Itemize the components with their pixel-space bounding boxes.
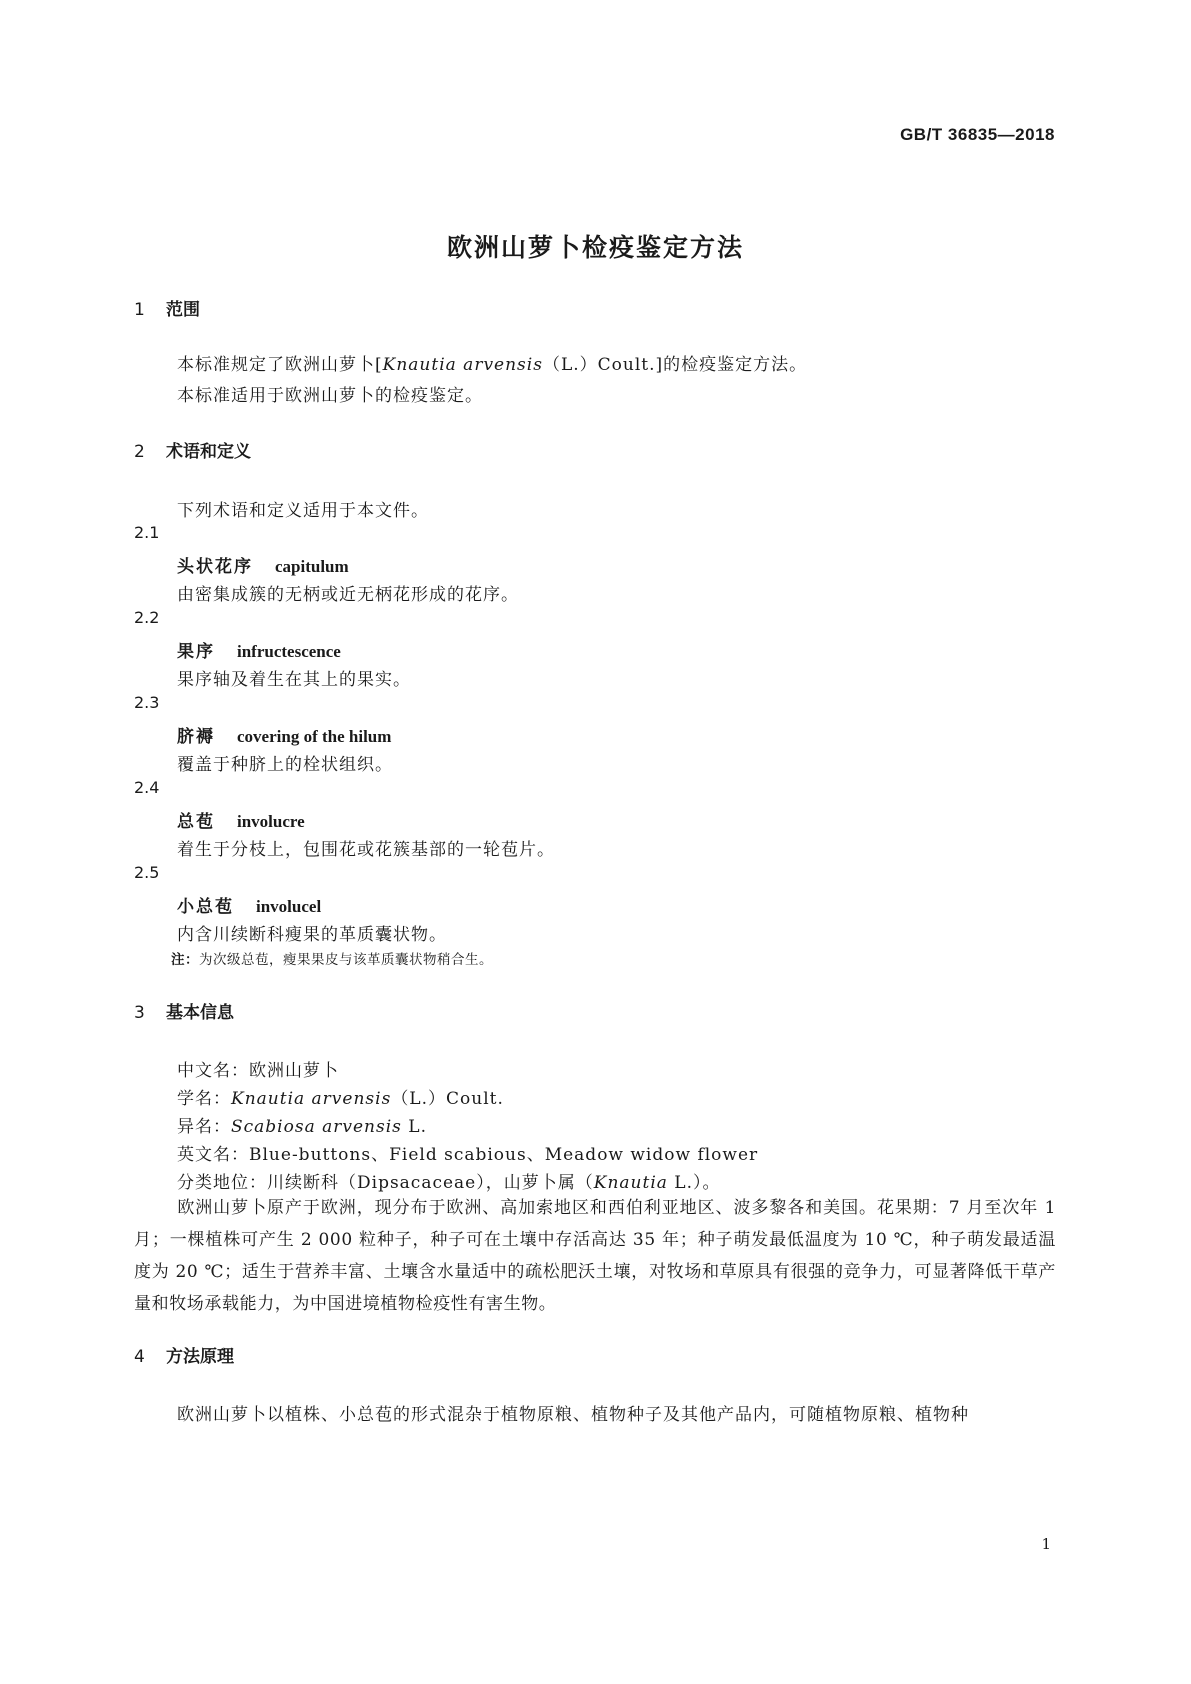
text-run: （L.）Coult.]的检疫鉴定方法。 [542, 355, 808, 375]
chinese-name: 中文名：欧洲山萝卜 [177, 1061, 339, 1081]
term-number: 2.4 [134, 778, 160, 797]
section-title: 范围 [166, 300, 200, 320]
term-definition: 由密集成簇的无柄或近无柄花形成的花序。 [177, 585, 519, 605]
section-title: 方法原理 [166, 1347, 234, 1367]
method-paragraph: 欧洲山萝卜以植株、小总苞的形式混杂于植物原粮、植物种子及其他产品内，可随植物原粮、植物种 [177, 1405, 969, 1425]
term-zh: 果序 [177, 642, 215, 662]
classification-line [177, 1168, 721, 1193]
text-run: （L.）Coult. [391, 1089, 504, 1109]
term-number: 2.3 [134, 693, 160, 712]
term-en: involucel [256, 897, 322, 916]
term-en: infructescence [237, 642, 341, 661]
term-en: capitulum [275, 557, 349, 576]
text-run: 本标准规定了欧洲山萝卜[ [177, 355, 383, 375]
scope-paragraph: 本标准适用于欧洲山萝卜的检疫鉴定。 [177, 386, 483, 406]
text-run: 异名： [177, 1117, 231, 1137]
scope-paragraph [177, 350, 807, 375]
term-definition: 内含川续断科瘦果的革质囊状物。 [177, 925, 447, 945]
description-paragraph [134, 1192, 1056, 1320]
section-number: 4 [134, 1347, 145, 1367]
synonym-name: Scabiosa arvensis [231, 1117, 402, 1137]
term-en: covering of the hilum [237, 727, 392, 746]
section-3-heading [134, 998, 234, 1023]
section-title: 术语和定义 [166, 442, 251, 462]
english-name: 英文名：Blue-buttons、Field scabious、Meadow widow flower [177, 1145, 759, 1165]
text-run: 学名： [177, 1089, 231, 1109]
document-title: 欧洲山萝卜检疫鉴定方法 [446, 233, 744, 262]
description-text: 欧洲山萝卜原产于欧洲，现分布于欧洲、高加索地区和西伯利亚地区、波多黎各和美国。花果期：7 月至次年 1 月；一棵植株可产生 2 000 粒种子，种子可在土壤中存活高达 35 年；种子萌发最低温度为 10 ℃，种子萌发最适温度为 20 ℃；适生于营养丰富、土壤含水量适中的疏松肥沃土壤，对牧场和草原具有很强的竞争力，可显著降低干草产量和牧场承载能力，为中国进境植物检疫性有害生物。 [134, 1198, 1056, 1314]
term-en: involucre [237, 812, 305, 831]
term-zh: 小总苞 [177, 897, 234, 917]
term-note [171, 948, 493, 968]
term-number: 2.1 [134, 523, 160, 542]
page-number: 1 [1041, 1535, 1051, 1553]
term-entry [177, 552, 349, 577]
section-number: 1 [134, 300, 145, 320]
term-entry [177, 722, 391, 747]
term-number: 2.2 [134, 608, 160, 627]
section-2-heading [134, 437, 251, 462]
genus-name: Knautia [593, 1173, 668, 1193]
term-zh: 脐褥 [177, 727, 215, 747]
term-entry [177, 892, 321, 917]
synonym-line [177, 1112, 427, 1137]
term-zh: 总苞 [177, 812, 215, 832]
text-run: L.）。 [667, 1173, 721, 1193]
scientific-name: Knautia arvensis [382, 355, 543, 375]
note-label: 注： [171, 952, 199, 968]
section-title: 基本信息 [166, 1003, 234, 1023]
term-definition: 着生于分枝上，包围花或花簇基部的一轮苞片。 [177, 840, 555, 860]
text-run: L. [401, 1117, 427, 1137]
note-text: 为次级总苞，瘦果果皮与该革质囊状物稍合生。 [199, 952, 493, 968]
term-entry [177, 807, 305, 832]
term-definition: 覆盖于种脐上的栓状组织。 [177, 755, 393, 775]
term-definition: 果序轴及着生在其上的果实。 [177, 670, 411, 690]
standard-code: GB/T 36835—2018 [900, 125, 1055, 144]
scientific-name: Knautia arvensis [231, 1089, 392, 1109]
text-run: 分类地位：川续断科（Dipsacaceae），山萝卜属（ [177, 1173, 594, 1193]
section-number: 3 [134, 1003, 145, 1023]
terms-intro: 下列术语和定义适用于本文件。 [177, 501, 429, 521]
term-zh: 头状花序 [177, 557, 253, 577]
section-4-heading [134, 1342, 234, 1367]
section-number: 2 [134, 442, 145, 462]
term-entry [177, 637, 341, 662]
scientific-name-line [177, 1084, 504, 1109]
term-number: 2.5 [134, 863, 160, 882]
section-1-heading [134, 295, 200, 320]
